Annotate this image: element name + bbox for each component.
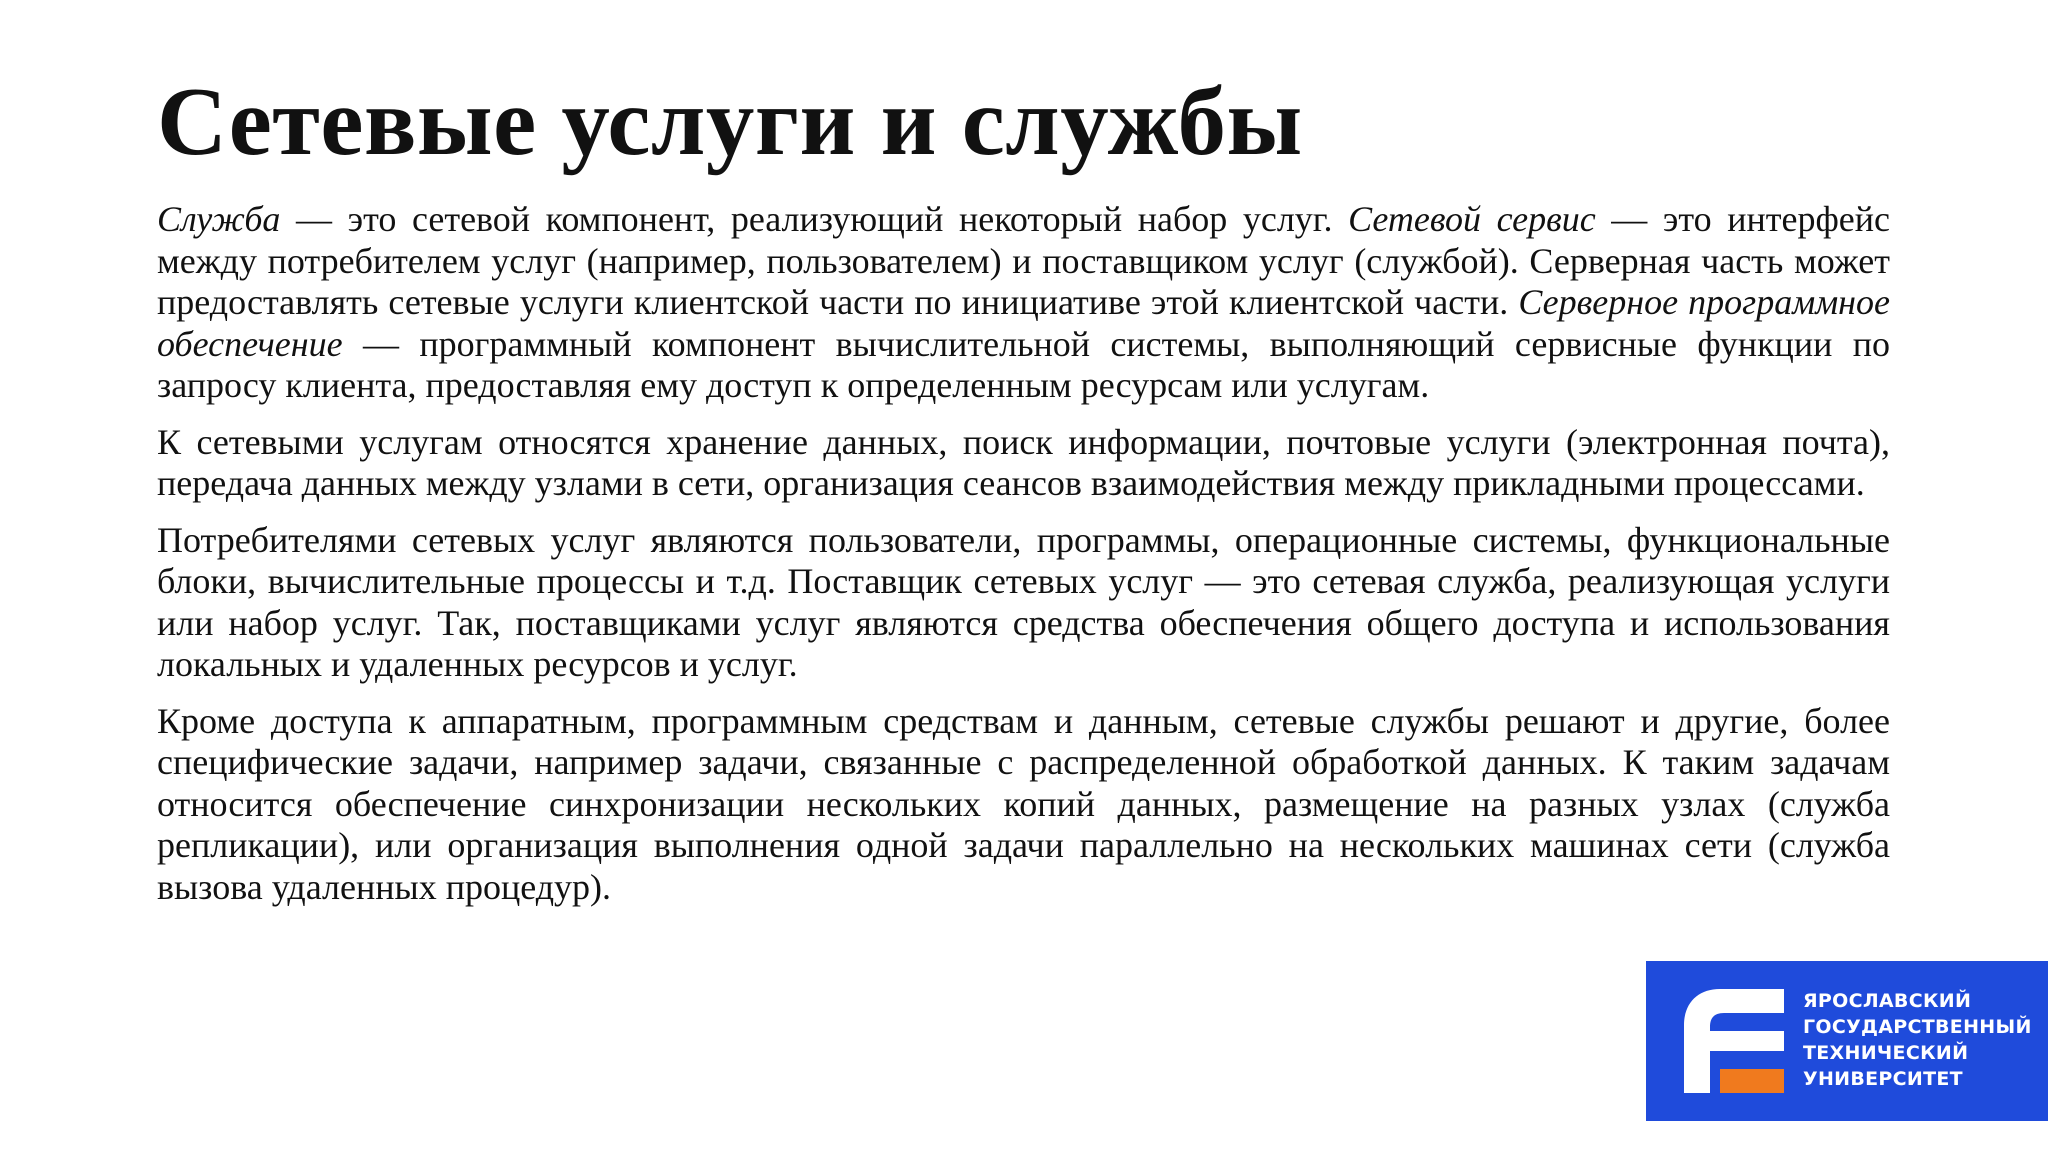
text-segment: К сетевыми услугам относятся хранение данных, поиск информации, почтовые услуги (электронная почта), передача данных между узлами в сети, организация сеансов взаимодействия между прикладными процессами. [157,421,1890,503]
paragraph-definitions [157,199,1890,407]
text-segment: — это интерфейс между потребителем услуг (например, пользователем) и поставщиком услуг (службой). Серверная часть может предоставлять сетевые услуги клиентской части по инициативе этой клиентской части. [157,199,1890,322]
university-name-line: ЯРОСЛАВСКИЙ [1803,990,1972,1012]
university-name [1803,988,2032,1092]
logo-shape-orange [1720,1069,1784,1093]
slide-title: Сетевые услуги и службы [157,68,1303,175]
slide-body [157,199,1890,923]
text-segment: Кроме доступа к аппаратным, программным средствам и данным, сетевые службы решают и другие, более специфические задачи, например задачи, связанные с распределенной обработкой данных. К таким задачам относится обеспечение синхронизации нескольких копий данных, размещение на разных узлах (служба репликации), или организация выполнения одной задачи параллельно на нескольких машинах сети (служба вызова удаленных процедур). [157,700,1890,907]
university-logo [1646,961,2048,1121]
text-segment: — программный компонент вычислительной системы, выполняющий сервисные функции по запросу клиента, предоставляя ему доступ к определенным ресурсам или услугам. [157,323,1890,405]
university-name-line: ТЕХНИЧЕСКИЙ [1803,1042,1969,1064]
term-italic: Серверное программное обеспечение [157,282,1891,364]
university-name-line: ГОСУДАРСТВЕННЫЙ [1803,1016,2032,1038]
university-logo-icon [1684,989,1794,1093]
term-italic: Служба [157,199,281,239]
paragraph-network-services [157,422,1890,505]
university-name-line: УНИВЕРСИТЕТ [1803,1068,1963,1090]
text-segment: Потребителями сетевых услуг являются пользователи, программы, операционные системы, функциональные блоки, вычислительные процессы и т.д. Поставщик сетевых услуг — это сетевая служба, реализующая услуги или набор услуг. Так, поставщиками услуг являются средства обеспечения общего доступа и использования локальных и удаленных ресурсов и услуг. [157,519,1890,684]
paragraph-specific-tasks [157,701,1890,909]
term-italic: Сетевой сервис [1348,199,1596,239]
text-segment: — это сетевой компонент, реализующий некоторый набор услуг. [280,199,1349,239]
paragraph-consumers-providers [157,520,1890,686]
